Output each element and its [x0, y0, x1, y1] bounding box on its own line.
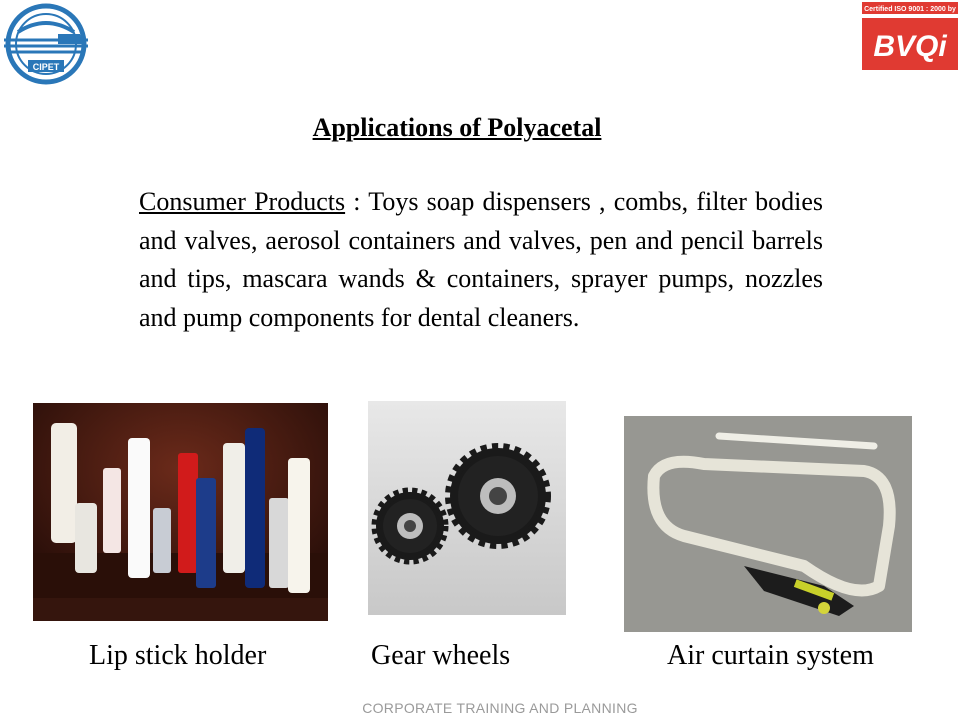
bvqi-logo-icon: [860, 0, 960, 72]
bvqi-brand-text: BVQi: [873, 30, 947, 63]
cipet-logo-icon: [0, 0, 92, 92]
consumer-products-text: : Toys soap dispensers , combs, filter bodies and valves, aerosol containers and valves, pen and pencil barrels and tips, mascara wands & containers, sprayer pumps, nozzles and pump components for dental cleaners.: [139, 187, 823, 332]
footer-text: CORPORATE TRAINING AND PLANNING: [362, 700, 638, 716]
caption-gear-wheels: Gear wheels: [371, 640, 511, 671]
consumer-products-label: Consumer Products: [139, 187, 346, 216]
caption-lipstick-holder: Lip stick holder: [89, 640, 267, 671]
lipstick-holders-photo: [33, 403, 328, 621]
body-paragraph: [139, 183, 823, 337]
caption-air-curtain-system: Air curtain system: [667, 640, 874, 671]
slide-title: Applications of Polyacetal: [312, 113, 602, 142]
svg-text:CIPET: CIPET: [32, 62, 60, 72]
air-curtain-system-photo: [624, 416, 912, 632]
gear-wheels-photo: [368, 401, 566, 615]
bvqi-certification-text: Certified ISO 9001 : 2000 by: [864, 6, 956, 13]
